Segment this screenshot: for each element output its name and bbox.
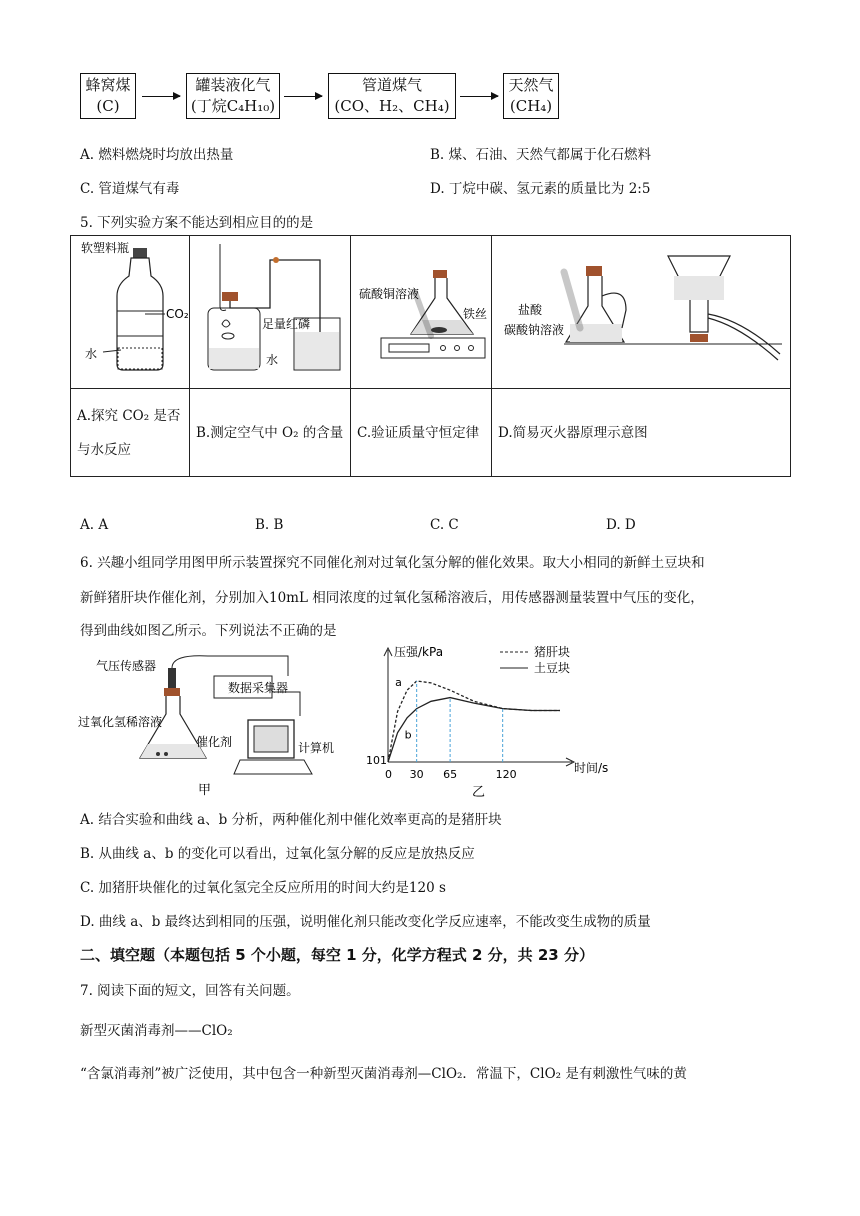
flow-box-formula: (C) (96, 97, 120, 115)
water-label: 水 (266, 353, 279, 367)
flow-box-natural-gas (503, 73, 559, 119)
q5-caption-c: C.验证质量守恒定律 (351, 389, 492, 477)
figure-jia (78, 650, 338, 798)
flow-box-formula: (丁烷C₄H₁₀) (190, 97, 276, 115)
q4-option-b[interactable]: B. 煤、石油、天然气都属于化石燃料 (430, 147, 652, 163)
flow-box-label: 蜂窝煤 (85, 76, 131, 94)
q6-stem-line1: 6. 兴趣小组同学用图甲所示装置探究不同催化剂对过氧化氢分解的催化效果。取大小相同的新鲜土豆块和 (80, 555, 705, 571)
flow-box-formula: (CH₄) (509, 97, 553, 115)
q4-option-c[interactable]: C. 管道煤气有毒 (80, 181, 180, 197)
q7-paragraph: “含氯消毒剂”被广泛使用，其中包含一种新型灭菌消毒剂—ClO₂．常温下，ClO₂ 是有刺激性气味的黄 (80, 1066, 687, 1082)
q5-figure-a (71, 236, 190, 389)
catalyst-label: 催化剂 (196, 735, 233, 749)
x-axis-label: 时间/s (574, 761, 609, 775)
na2co3-label: 碳酸钠溶液 (504, 323, 565, 337)
flow-box-label: 天然气 (508, 76, 554, 94)
series-line-b (388, 698, 560, 762)
q5-figure-c (351, 236, 492, 389)
x-tick-label: 30 (409, 768, 424, 781)
computer-label: 计算机 (298, 741, 335, 755)
legend-label: 土豆块 (534, 661, 571, 675)
y-origin-label: 101 (366, 754, 387, 767)
bottle-label: 软塑料瓶 (81, 241, 130, 255)
q5-caption-b: B.测定空气中 O₂ 的含量 (190, 389, 351, 477)
x-tick-label: 65 (443, 768, 458, 781)
pressure-time-chart (360, 640, 650, 800)
flow-box-label: 管道煤气 (361, 76, 422, 94)
flow-box-lpg (186, 73, 280, 119)
section-title: 二、填空题（本题包括 5 个小题，每空 1 分，化学方程式 2 分，共 23 分） (80, 946, 594, 964)
flow-arrow (142, 96, 180, 97)
q5-caption-d: D.简易灭火器原理示意图 (492, 389, 791, 477)
flow-arrow (284, 96, 322, 97)
series-curve-label: b (404, 728, 412, 742)
q5-figure-d (492, 236, 791, 389)
flow-arrow (460, 96, 498, 97)
q6-option-d[interactable]: D. 曲线 a、b 最终达到相同的压强，说明催化剂只能改变化学反应速率，不能改变生成物的质量 (80, 914, 651, 930)
q6-option-a[interactable]: A. 结合实验和曲线 a、b 分析，两种催化剂中催化效率更高的是猪肝块 (80, 812, 502, 828)
q5-option-c[interactable]: C. C (430, 517, 459, 533)
q6-option-b[interactable]: B. 从曲线 a、b 的变化可以看出，过氧化氢分解的反应是放热反应 (80, 846, 475, 862)
hcl-label: 盐酸 (518, 303, 543, 317)
h2o2-label: 过氧化氢稀溶液 (78, 715, 163, 729)
x-tick-label: 120 (495, 768, 517, 781)
y-axis-label: 压强/kPa (394, 645, 444, 659)
collector-label: 数据采集器 (228, 681, 289, 695)
q5-option-d[interactable]: D. D (606, 517, 636, 533)
q6-stem-line2: 新鲜猪肝块作催化剂，分别加入10mL 相同浓度的过氧化氢稀溶液后，用传感器测量装置中气压的变化， (80, 590, 704, 606)
flow-box-formula: (CO、H₂、CH₄) (334, 97, 450, 115)
cuso4-label: 硫酸铜溶液 (359, 287, 420, 301)
series-curve-label: a (395, 676, 402, 690)
q5-option-b[interactable]: B. B (255, 517, 284, 533)
legend-label: 猪肝块 (534, 645, 571, 659)
q5-caption-a: A.探究 CO₂ 是否与水反应 (71, 389, 190, 477)
q6-option-c[interactable]: C. 加猪肝块催化的过氧化氢完全反应所用的时间大约是120 s (80, 880, 446, 896)
q5-stem: 5. 下列实验方案不能达到相应目的的是 (80, 215, 314, 231)
flow-box-label: 罐装液化气 (195, 76, 271, 94)
q5-figure-b (190, 236, 351, 389)
q6-stem-line3: 得到曲线如图乙所示。下列说法不正确的是 (80, 623, 337, 639)
q5-option-a[interactable]: A. A (80, 517, 109, 533)
series-line-a (388, 681, 560, 762)
phosphorus-label: 足量红磷 (262, 317, 311, 331)
q7-stem: 7. 阅读下面的短文，回答有关问题。 (80, 983, 300, 999)
co2-label: CO₂ (166, 307, 189, 321)
q7-subtitle: 新型灭菌消毒剂——ClO₂ (80, 1023, 233, 1039)
q5-experiment-table (70, 235, 791, 477)
flow-box-coal (80, 73, 136, 119)
water-label: 水 (85, 347, 98, 361)
flow-box-pipe-gas (328, 73, 456, 119)
q4-option-a[interactable]: A. 燃料燃烧时均放出热量 (80, 147, 234, 163)
q4-option-d[interactable]: D. 丁烷中碳、氢元素的质量比为 2:5 (430, 181, 651, 197)
x-tick-label: 0 (385, 768, 392, 781)
iron-label: 铁丝 (463, 307, 488, 321)
figure-jia-caption: 甲 (198, 783, 212, 798)
chart-caption: 乙 (472, 785, 486, 800)
sensor-label: 气压传感器 (96, 659, 157, 673)
